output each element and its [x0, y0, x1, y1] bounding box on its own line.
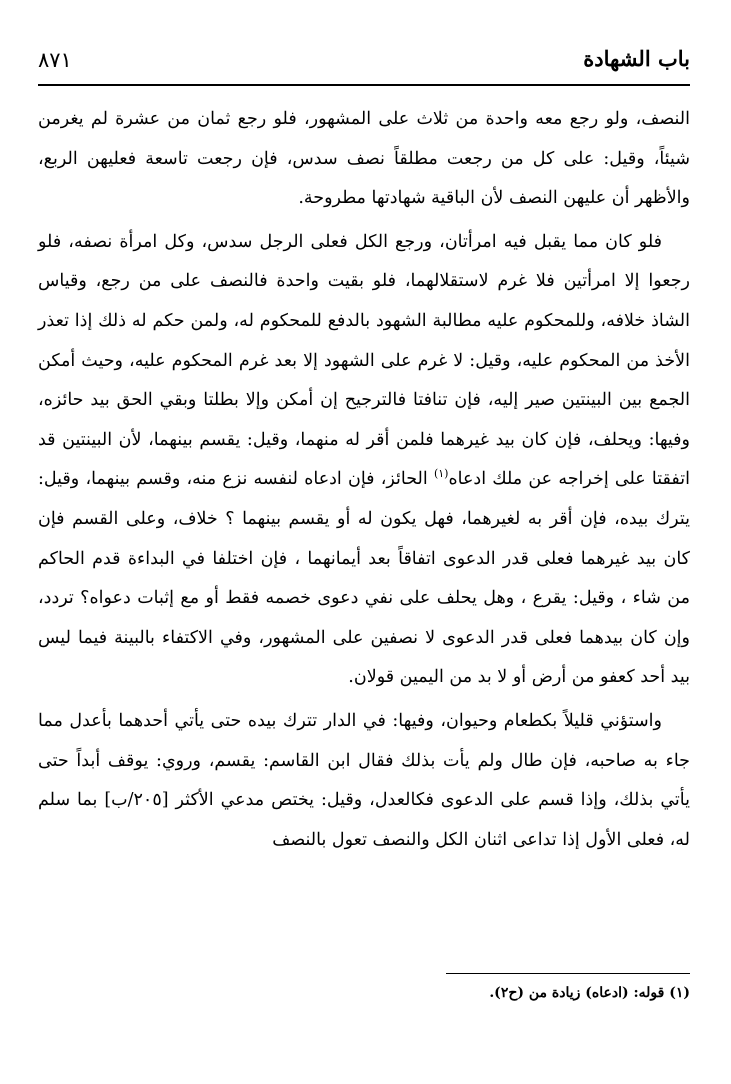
footnotes-section	[38, 973, 690, 1004]
paragraph-2	[38, 223, 690, 698]
footnote-1: (١) قوله: (ادعاه) زيادة من (ح٢).	[489, 985, 690, 1001]
main-text	[38, 100, 690, 860]
footnote-divider	[446, 973, 690, 974]
paragraph-2-continuation: الحائز، فإن ادعاه لنفسه نزع منه، وقسم بينهما، وقيل: يترك بيده، فإن أقر به لغيرهما، فهل يكون له أو يقسم بينهما ؟ خلاف، وعلى القسم فإن كان بيد غيرهما فعلى قدر الدعوى اتفاقاً بعد أيمانهما ، فإن اختلفا في البداءة قدم الحاكم من شاء ، وقيل: يقرع ، وهل يحلف على نفي دعوى خصمه فقط أو مع إثبات دعواه؟ تردد، وإن كان بيدهما فعلى قدر الدعوى لا نصفين على المشهور، وفي الاكتفاء بالبينة فيما ليس بيد أحد كعفو من أرض أو لا بد من اليمين قولان.	[38, 469, 690, 688]
paragraph-2-text: فلو كان مما يقبل فيه امرأتان، ورجع الكل فعلى الرجل سدس، وكل امرأة نصفه، فلو رجعوا إلا امرأتين فلا غرم لاستقلالهما، فلو بقيت واحدة فالنصف على من رجع، وقياس الشاذ خلافه، وللمحكوم عليه مطالبة الشهود بالدفع للمحكوم له، ولمن حكم له ذلك إذا تعذر الأخذ من المحكوم عليه، وقيل: لا غرم على الشهود إلا بعد غرم المحكوم عليه، وحيث أمكن الجمع بين البينتين صير إليه، فإن تنافتا فالترجيح إن أمكن وإلا بطلتا وبقي الحق بيد حائزه، وفيها: ويحلف، فإن كان بيد غيرهما فلمن أقر له منهما، وقيل: يقسم بينهما، لأن البينتين قد اتفقتا على إخراجه عن ملك ادعاه	[38, 231, 690, 490]
paragraph-3: واستؤني قليلاً بكطعام وحيوان، وفيها: في الدار تترك بيده حتى يأتي أحدهما بأعدل مما جاء به صاحبه، فإن طال ولم يأت بذلك فقال ابن القاسم: يقسم، وروي: يوقف أبداً حتى يأتي بذلك، وإذا قسم على الدعوى فكالعدل، وقيل: يختص مدعي الأكثر [٢٠٥/ب] بما سلم له، فعلى الأول إذا تداعى اثنان الكل والنصف تعول بالنصف	[38, 710, 690, 850]
page-header	[38, 38, 690, 86]
paragraph-1: النصف، ولو رجع معه واحدة من ثلاث على المشهور، فلو رجع ثمان من عشرة لم يغرمن شيئاً، وقيل: على كل من رجعت مطلقاً نصف سدس، فإن رجعت تاسعة فعليهن الربع، والأظهر أن عليهن النصف لأن الباقية شهادتها مطروحة.	[38, 109, 690, 209]
page-number: ٨٧١	[38, 48, 72, 72]
chapter-title: باب الشهادة	[583, 46, 690, 71]
book-page	[38, 38, 690, 1058]
footnote-reference: (١)	[433, 467, 449, 481]
